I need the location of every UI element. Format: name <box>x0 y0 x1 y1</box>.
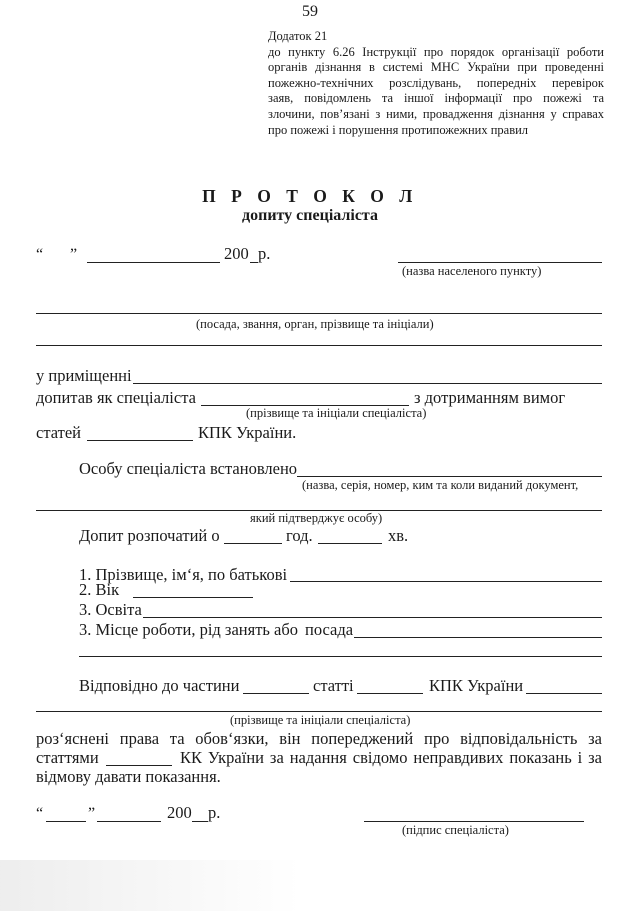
settlement-line[interactable] <box>398 262 602 263</box>
rights-caption: (прізвище та ініціали спеціаліста) <box>230 713 411 727</box>
articles-label: статей <box>36 423 81 442</box>
signature-line[interactable] <box>364 821 584 822</box>
rights-paragraph-line-3: відмову давати показання. <box>36 767 221 786</box>
start-minutes-line[interactable] <box>318 543 382 544</box>
date-quote-close: ” <box>70 246 78 263</box>
rights-name-line-2[interactable] <box>36 711 602 712</box>
full-name-line[interactable] <box>290 581 602 582</box>
appendix-title: Додаток 21 <box>268 29 328 43</box>
appendix-line: до пункту 6.26 Інструкції про порядок організації роботи <box>268 44 604 59</box>
official-line-2[interactable] <box>36 345 602 346</box>
month-line[interactable] <box>87 262 220 263</box>
hours-label: год. <box>286 526 313 545</box>
appendix-line: пожежно-технічних розслідувань, попередніх перевірок <box>268 75 604 90</box>
identity-line[interactable] <box>297 476 602 477</box>
field-education-label: 3. Освіта <box>79 600 142 619</box>
document-subtitle: допиту спеціаліста <box>242 207 378 224</box>
appendix-line: про пожежі і порушення протипожежних правил <box>268 122 529 137</box>
compliance-label: з дотриманням вимог <box>414 388 566 407</box>
identity-caption-2: який підтверджує особу) <box>250 511 383 525</box>
footer-quote-close: ” <box>88 805 96 822</box>
age-line[interactable] <box>133 597 253 598</box>
rights-name-line[interactable] <box>526 693 602 694</box>
date-year: 200 <box>224 244 249 263</box>
identity-caption: (назва, серія, номер, ким та коли виданий документ, <box>302 478 579 492</box>
work-line-2[interactable] <box>79 656 602 657</box>
footer-day-line[interactable] <box>46 821 86 822</box>
specialist-caption: (прізвище та ініціали спеціаліста) <box>246 406 427 420</box>
date-quote-open: “ <box>36 246 44 263</box>
footer-year-digit-line[interactable] <box>192 821 208 822</box>
footer-month-line[interactable] <box>97 821 161 822</box>
appendix-note <box>268 29 604 138</box>
rights-paragraph-line-1: роз‘яснені права та обов‘язки, він попереджений про відповідальність за <box>36 729 602 748</box>
appendix-line: злочини, пов’язані з ними, провадження дізнання у справах <box>268 106 604 121</box>
official-caption: (посада, звання, орган, прізвище та ініціали) <box>196 317 434 331</box>
appendix-line: органів дізнання в системі МНС України при проведенні <box>268 60 604 75</box>
statutes-line[interactable] <box>106 765 172 766</box>
page-number: 59 <box>302 3 318 20</box>
year-digit-line[interactable] <box>250 262 258 263</box>
field-position-label: посада <box>305 620 354 639</box>
premises-line[interactable] <box>133 383 602 384</box>
rights-paragraph-line-2: КК України за надання свідомо неправдивих показань і за <box>180 748 602 767</box>
minutes-label: хв. <box>388 526 409 545</box>
premises-label: у приміщенні <box>36 366 132 385</box>
start-label: Допит розпочатий о <box>79 526 220 545</box>
rights-statutes-label: статтями <box>36 748 99 767</box>
article-line[interactable] <box>357 693 423 694</box>
footer-year-suffix: р. <box>208 803 221 822</box>
footer-year: 200 <box>167 803 192 822</box>
scan-artifact <box>0 860 300 911</box>
work-line[interactable] <box>354 637 602 638</box>
according-label: Відповідно до частини <box>79 676 240 695</box>
footer-quote-open: “ <box>36 805 44 822</box>
field-full-name-label: 1. Прізвище, ім‘я, по батькові <box>79 565 288 584</box>
date-year-suffix: р. <box>258 244 271 263</box>
field-work-label: 3. Місце роботи, рід занять або <box>79 620 299 639</box>
start-hours-line[interactable] <box>224 543 282 544</box>
education-line[interactable] <box>143 617 602 618</box>
code-label: КПК України. <box>198 423 297 442</box>
part-line[interactable] <box>243 693 309 694</box>
appendix-line: заяв, повідомлень та іншої інформації про пожежі та <box>268 91 604 106</box>
document-title: П Р О Т О К О Л <box>202 186 418 206</box>
signature-caption: (підпис спеціаліста) <box>402 823 509 837</box>
settlement-caption: (назва населеного пункту) <box>402 264 542 278</box>
articles-line[interactable] <box>87 440 193 441</box>
identity-label: Особу спеціаліста встановлено <box>79 459 298 478</box>
rights-code-label: КПК України <box>429 676 524 695</box>
official-line[interactable] <box>36 313 602 314</box>
article-label: статті <box>313 676 354 695</box>
interrogated-label: допитав як спеціаліста <box>36 388 196 407</box>
field-age-label: 2. Вік <box>79 580 120 599</box>
